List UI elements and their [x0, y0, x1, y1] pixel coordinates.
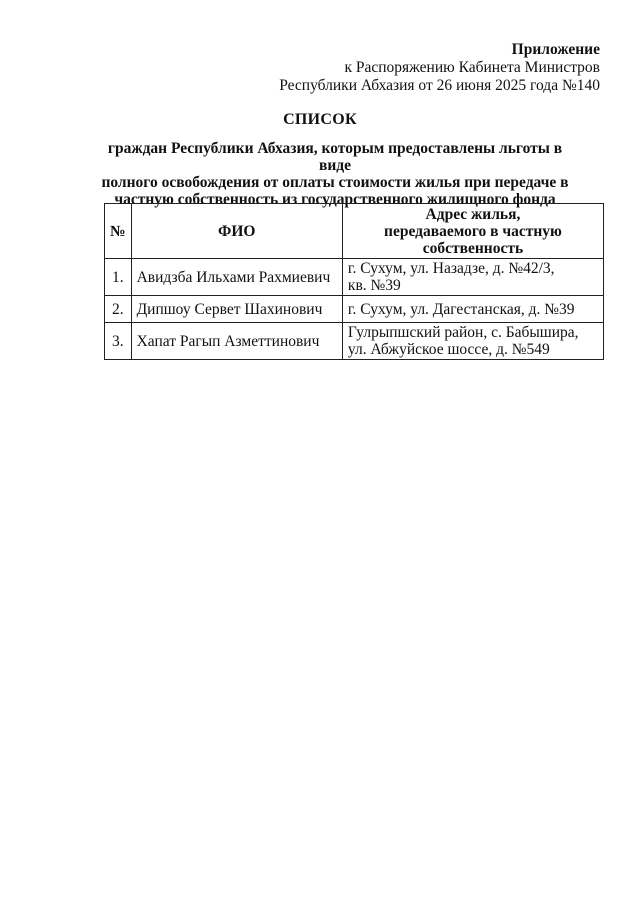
subtitle-line-1: граждан Республики Абхазия, которым предоставлены льготы в виде: [107, 140, 563, 174]
citizens-table: [104, 203, 604, 360]
appendix-block: [279, 41, 600, 95]
row-address: [342, 323, 603, 360]
table-row: [105, 296, 604, 323]
row-address-line-2: ул. Абжуйское шоссе, д. №549: [347, 341, 550, 358]
list-subtitle: [95, 140, 575, 208]
table-row: [105, 323, 604, 360]
row-full-name: Дипшоу Сервет Шахинович: [131, 296, 342, 323]
appendix-date-line: Республики Абхазия от 26 июня 2025 года №140: [279, 77, 600, 94]
row-address-line-1: Гулрыпшский район, с. Бабышира,: [347, 324, 579, 341]
appendix-title: Приложение: [511, 41, 600, 58]
header-address-line-1: Адрес жилья,: [425, 205, 521, 223]
header-full-name: ФИО: [131, 204, 342, 259]
row-full-name: Хапат Рагып Азметтинович: [131, 323, 342, 360]
row-address-line-2: кв. №39: [347, 277, 401, 294]
table-row: [105, 259, 604, 296]
row-number: 3.: [105, 323, 132, 360]
subtitle-line-3: частную собственность из государственного жилищного фонда: [114, 191, 556, 208]
subtitle-line-2: полного освобождения от оплаты стоимости жилья при передаче в: [101, 174, 569, 191]
row-number: 1.: [105, 259, 132, 296]
header-address: [342, 204, 603, 259]
row-address-line-1: г. Сухум, ул. Назадзе, д. №42/3,: [347, 260, 555, 277]
header-address-line-3: собственность: [422, 239, 524, 257]
header-number: №: [105, 204, 132, 259]
header-address-line-2: передаваемого в частную: [384, 222, 562, 240]
appendix-reference-line: к Распоряжению Кабинета Министров: [344, 59, 600, 76]
row-full-name: Авидзба Ильхами Рахмиевич: [131, 259, 342, 296]
row-address-line-1: г. Сухум, ул. Дагестанская, д. №39: [347, 300, 575, 318]
row-address: [342, 296, 603, 323]
list-heading: СПИСОК: [283, 111, 357, 128]
table-header-row: [105, 204, 604, 259]
row-number: 2.: [105, 296, 132, 323]
row-address: [342, 259, 603, 296]
